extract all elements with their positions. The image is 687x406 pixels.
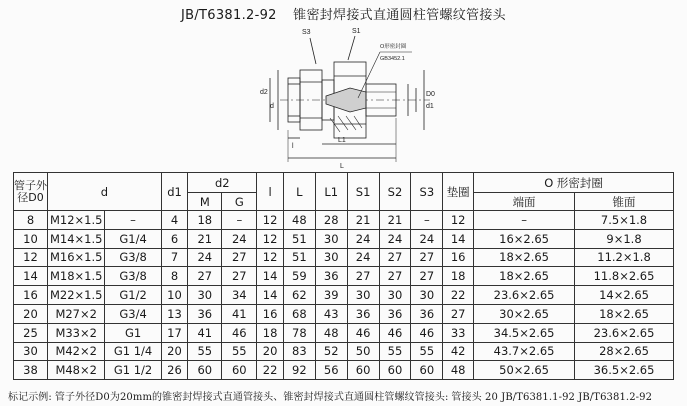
cell-d1: 7 <box>161 248 188 267</box>
header-d2: d2 <box>188 173 257 193</box>
cell-d-m: M16×1.5 <box>48 248 105 267</box>
cell-L1: 48 <box>315 323 347 342</box>
cell-oring-end: – <box>474 211 575 230</box>
cell-d2-g: – <box>222 211 257 230</box>
cell-s2: 46 <box>379 323 411 342</box>
cell-d2-g: 41 <box>222 304 257 323</box>
cell-d-g: G3/8 <box>105 248 161 267</box>
header-gasket: 垫圈 <box>443 173 474 211</box>
cell-d-m: M33×2 <box>48 323 105 342</box>
cell-d-g: G1 1/4 <box>105 342 161 361</box>
cell-l: 18 <box>257 323 284 342</box>
cell-s2: 36 <box>379 304 411 323</box>
cell-l: 12 <box>257 248 284 267</box>
cell-L1: 28 <box>315 211 347 230</box>
cell-s2: 55 <box>379 342 411 361</box>
header-d: d <box>48 173 162 211</box>
cell-d1: 20 <box>161 342 188 361</box>
cell-d-m: M14×1.5 <box>48 229 105 248</box>
cell-gasket: 33 <box>443 323 474 342</box>
cell-gasket: 16 <box>443 248 474 267</box>
label-d1: d1 <box>426 103 434 110</box>
label-d0: D0 <box>426 91 435 98</box>
header-d2-g: G <box>222 193 257 211</box>
cell-L1: 56 <box>315 361 347 380</box>
cell-s3: – <box>411 211 443 230</box>
table-row <box>14 323 674 342</box>
cell-oring-cone: 28×2.65 <box>575 342 674 361</box>
cell-gasket: 48 <box>443 361 474 380</box>
cell-s2: 27 <box>379 267 411 286</box>
table-row <box>14 267 674 286</box>
header-oring-cone: 锥面 <box>575 193 674 211</box>
cell-L: 78 <box>283 323 315 342</box>
label-L: L <box>340 163 344 170</box>
cell-s1: 46 <box>347 323 379 342</box>
cell-oring-cone: 11.8×2.65 <box>575 267 674 286</box>
cell-d0: 38 <box>14 361 48 380</box>
cell-d1: 8 <box>161 267 188 286</box>
cell-d-m: M12×1.5 <box>48 211 105 230</box>
standard-name: 锥密封焊接式直通圆柱管螺纹管接头 <box>293 8 506 23</box>
cell-oring-end: 50×2.65 <box>474 361 575 380</box>
cell-L1: 43 <box>315 304 347 323</box>
table-row <box>14 211 674 230</box>
cell-s3: 30 <box>411 286 443 305</box>
standard-number: JB/T6381.2-92 <box>181 8 277 23</box>
cell-d2-m: 18 <box>188 211 222 230</box>
cell-d-g: G3/8 <box>105 267 161 286</box>
cell-d0: 20 <box>14 304 48 323</box>
cell-L: 59 <box>283 267 315 286</box>
cell-s2: 60 <box>379 361 411 380</box>
cell-s3: 36 <box>411 304 443 323</box>
cell-d2-m: 27 <box>188 267 222 286</box>
cell-d-g: G1 <box>105 323 161 342</box>
cell-oring-cone: 9×1.8 <box>575 229 674 248</box>
cell-d1: 17 <box>161 323 188 342</box>
label-d2: d2 <box>260 89 268 96</box>
cell-s3: 46 <box>411 323 443 342</box>
cell-d2-m: 36 <box>188 304 222 323</box>
cell-gasket: 12 <box>443 211 474 230</box>
cell-s2: 24 <box>379 229 411 248</box>
cell-oring-cone: 18×2.65 <box>575 304 674 323</box>
cell-s1: 36 <box>347 304 379 323</box>
cell-d2-g: 46 <box>222 323 257 342</box>
cell-d0: 14 <box>14 267 48 286</box>
cell-s3: 55 <box>411 342 443 361</box>
cell-d2-g: 27 <box>222 267 257 286</box>
header-d1: d1 <box>161 173 188 211</box>
label-s3: S3 <box>302 29 311 36</box>
header-L1: L1 <box>315 173 347 211</box>
label-d: d <box>270 103 274 110</box>
marking-example <box>8 388 683 403</box>
cell-L1: 30 <box>315 229 347 248</box>
cell-L: 51 <box>283 229 315 248</box>
cell-s1: 21 <box>347 211 379 230</box>
header-L: L <box>283 173 315 211</box>
cell-d2-g: 60 <box>222 361 257 380</box>
cell-l: 12 <box>257 229 284 248</box>
cell-d0: 10 <box>14 229 48 248</box>
label-l: l <box>292 143 294 150</box>
cell-oring-end: 18×2.65 <box>474 267 575 286</box>
label-l1: L1 <box>338 137 346 144</box>
cell-s3: 60 <box>411 361 443 380</box>
cell-d1: 10 <box>161 286 188 305</box>
cell-d0: 16 <box>14 286 48 305</box>
cell-d0: 25 <box>14 323 48 342</box>
cell-l: 16 <box>257 304 284 323</box>
cell-d-g: – <box>105 211 161 230</box>
cell-s1: 24 <box>347 229 379 248</box>
cell-oring-end: 43.7×2.65 <box>474 342 575 361</box>
cell-L: 48 <box>283 211 315 230</box>
cell-d2-g: 55 <box>222 342 257 361</box>
cell-s1: 24 <box>347 248 379 267</box>
cell-L: 68 <box>283 304 315 323</box>
cell-s2: 30 <box>379 286 411 305</box>
label-s1: S1 <box>352 28 361 35</box>
cell-d1: 4 <box>161 211 188 230</box>
header-d2-m: M <box>188 193 222 211</box>
cell-d0: 12 <box>14 248 48 267</box>
header-S1: S1 <box>347 173 379 211</box>
cell-d1: 6 <box>161 229 188 248</box>
cell-L: 92 <box>283 361 315 380</box>
cell-d2-m: 55 <box>188 342 222 361</box>
fitting-drawing <box>230 22 460 172</box>
header-d0: 管子外径D0 <box>14 173 48 211</box>
cell-d-m: M48×2 <box>48 361 105 380</box>
cell-l: 14 <box>257 286 284 305</box>
cell-L1: 30 <box>315 248 347 267</box>
cell-d2-g: 27 <box>222 248 257 267</box>
header-l: l <box>257 173 284 211</box>
table-row <box>14 361 674 380</box>
cell-d0: 8 <box>14 211 48 230</box>
label-oring: O形密封圈 <box>380 44 407 50</box>
cell-d-g: G1/4 <box>105 229 161 248</box>
header-oring-end: 端面 <box>474 193 575 211</box>
cell-l: 20 <box>257 342 284 361</box>
cell-s3: 27 <box>411 267 443 286</box>
cell-s1: 30 <box>347 286 379 305</box>
cell-s2: 21 <box>379 211 411 230</box>
cell-gasket: 42 <box>443 342 474 361</box>
cell-oring-cone: 14×2.65 <box>575 286 674 305</box>
spec-table <box>13 172 674 380</box>
cell-oring-cone: 36.5×2.65 <box>575 361 674 380</box>
cell-gasket: 22 <box>443 286 474 305</box>
cell-s1: 27 <box>347 267 379 286</box>
cell-d-g: G1 1/2 <box>105 361 161 380</box>
table-row <box>14 342 674 361</box>
cell-oring-end: 30×2.65 <box>474 304 575 323</box>
cell-L: 83 <box>283 342 315 361</box>
label-gb: GB3452.1 <box>380 56 405 62</box>
header-S3: S3 <box>411 173 443 211</box>
cell-l: 22 <box>257 361 284 380</box>
cell-d-g: G1/2 <box>105 286 161 305</box>
cell-d2-m: 21 <box>188 229 222 248</box>
cell-s1: 50 <box>347 342 379 361</box>
header-S2: S2 <box>379 173 411 211</box>
cell-d-g: G3/4 <box>105 304 161 323</box>
cell-d1: 26 <box>161 361 188 380</box>
cell-s1: 60 <box>347 361 379 380</box>
cell-oring-end: 18×2.65 <box>474 248 575 267</box>
cell-d1: 13 <box>161 304 188 323</box>
cell-L: 62 <box>283 286 315 305</box>
cell-oring-end: 23.6×2.65 <box>474 286 575 305</box>
note-text: 管子外径D0为20mm的锥密封焊接式直通管接头、锥密封焊接式直通圆柱管螺纹管接头: <box>54 392 449 403</box>
cell-gasket: 27 <box>443 304 474 323</box>
cell-L1: 39 <box>315 286 347 305</box>
page-title <box>0 4 687 23</box>
cell-L1: 52 <box>315 342 347 361</box>
note-marking: 管接头 20 JB/T6381.1-92 JB/T6381.2-92 <box>451 392 653 403</box>
cell-L: 51 <box>283 248 315 267</box>
cell-s3: 27 <box>411 248 443 267</box>
cell-d2-m: 60 <box>188 361 222 380</box>
cell-oring-end: 16×2.65 <box>474 229 575 248</box>
table-row <box>14 248 674 267</box>
header-oring: O 形密封圈 <box>474 173 674 193</box>
cell-d-m: M18×1.5 <box>48 267 105 286</box>
cell-oring-cone: 23.6×2.65 <box>575 323 674 342</box>
cell-s3: 24 <box>411 229 443 248</box>
cell-gasket: 18 <box>443 267 474 286</box>
cell-d2-m: 41 <box>188 323 222 342</box>
note-label: 标记示例: <box>8 392 52 403</box>
cell-l: 12 <box>257 211 284 230</box>
cell-oring-end: 34.5×2.65 <box>474 323 575 342</box>
cell-d-m: M27×2 <box>48 304 105 323</box>
table-row <box>14 304 674 323</box>
cell-oring-cone: 7.5×1.8 <box>575 211 674 230</box>
cell-gasket: 14 <box>443 229 474 248</box>
cell-d2-m: 30 <box>188 286 222 305</box>
cell-s2: 27 <box>379 248 411 267</box>
cell-d0: 30 <box>14 342 48 361</box>
cell-l: 14 <box>257 267 284 286</box>
cell-oring-cone: 11.2×1.8 <box>575 248 674 267</box>
table-row <box>14 229 674 248</box>
cell-d2-g: 24 <box>222 229 257 248</box>
table-row <box>14 286 674 305</box>
cell-d2-g: 34 <box>222 286 257 305</box>
cell-L1: 36 <box>315 267 347 286</box>
cell-d-m: M22×1.5 <box>48 286 105 305</box>
cell-d2-m: 24 <box>188 248 222 267</box>
cell-d-m: M42×2 <box>48 342 105 361</box>
